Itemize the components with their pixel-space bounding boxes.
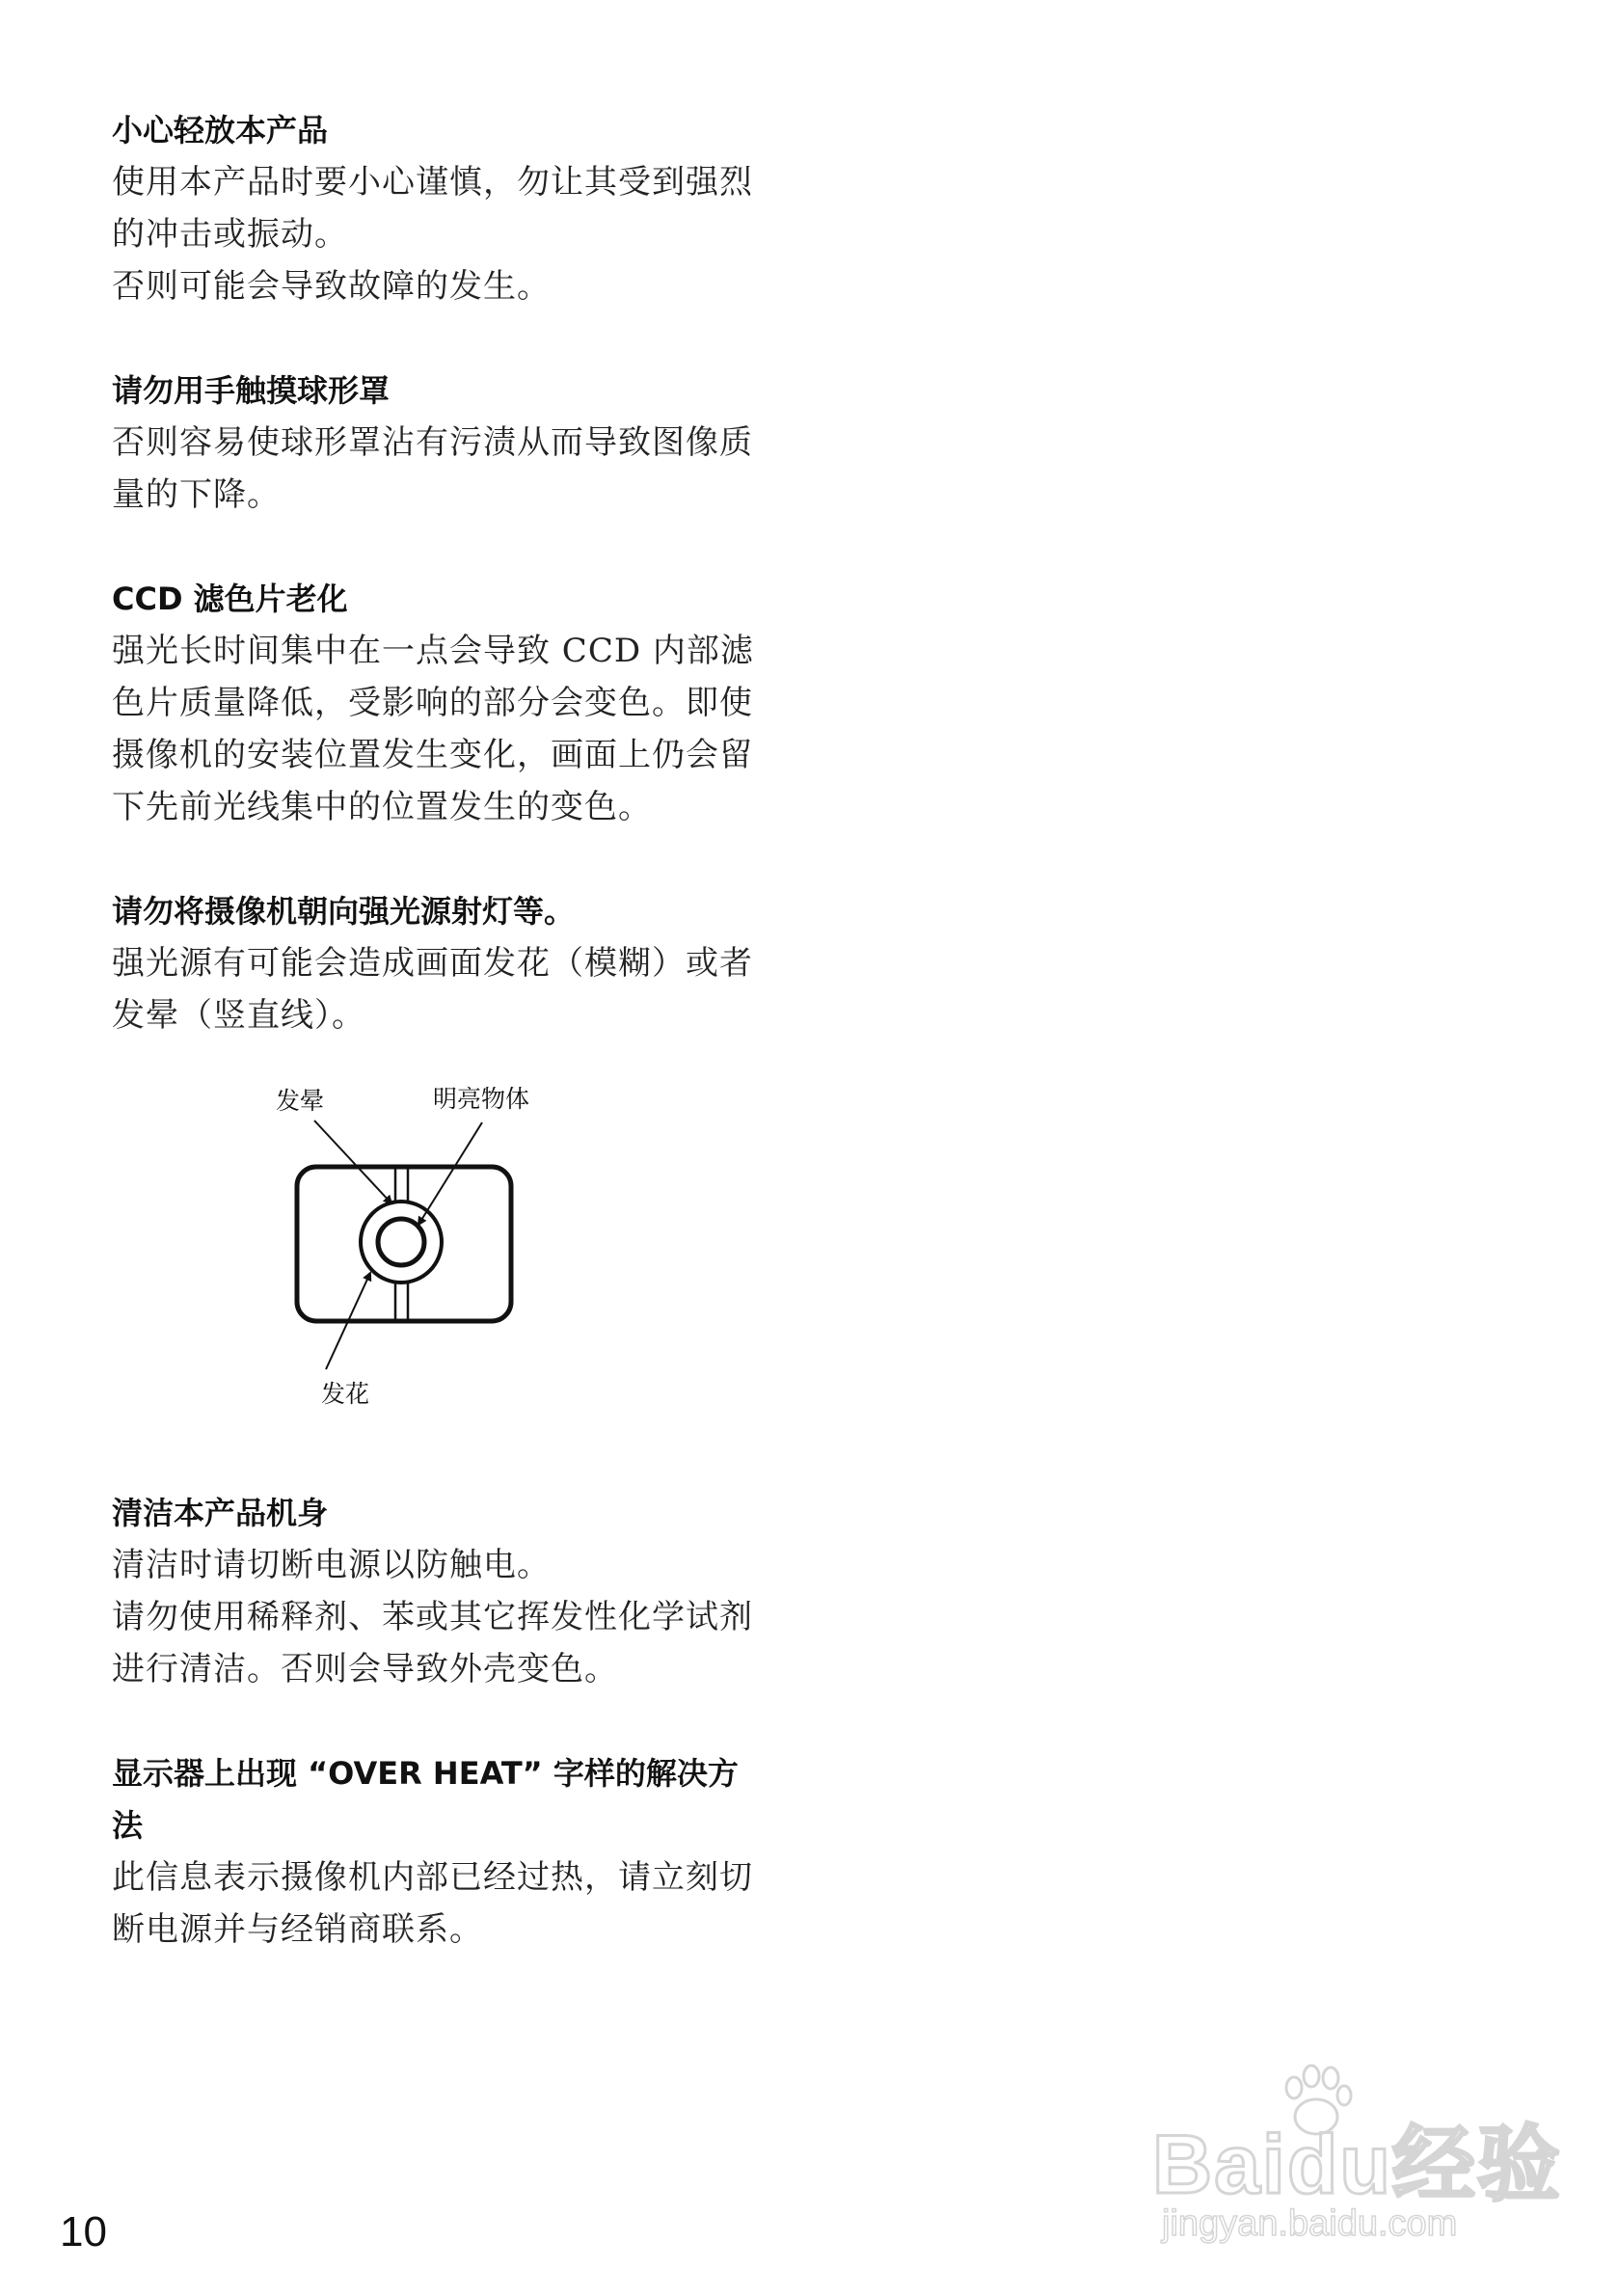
section-heading: 请勿用手触摸球形罩: [112, 372, 391, 409]
arrow-smear: [314, 1121, 391, 1203]
section-heading: 显示器上出现 “OVER HEAT” 字样的解决方: [112, 1755, 739, 1792]
watermark-url: jingyan.baidu.com: [1162, 2203, 1458, 2244]
section-paragraph: 量的下降。: [112, 475, 281, 514]
page-number: 10: [60, 2208, 107, 2255]
section-paragraph: 使用本产品时要小心谨慎，勿让其受到强烈: [112, 163, 753, 202]
section-heading-continued: 法: [112, 1807, 144, 1844]
section-paragraph: 清洁时请切断电源以防触电。: [112, 1546, 551, 1584]
watermark-logo-text: Baidu经验: [1152, 2119, 1562, 2211]
section-paragraph: 否则容易使球形罩沾有污渍从而导致图像质: [112, 423, 753, 462]
label-smear: 发晕: [276, 1087, 325, 1115]
label-flare: 发花: [321, 1380, 370, 1408]
section-heading: 清洁本产品机身: [112, 1495, 329, 1531]
page-content: [112, 104, 787, 1956]
section-paragraph: 强光长时间集中在一点会导致 CCD 内部滤: [112, 632, 754, 670]
section-handle-with-care: [112, 104, 787, 312]
bright-object: [378, 1219, 424, 1265]
section-paragraph: 摄像机的安装位置发生变化，画面上仍会留: [112, 736, 753, 774]
section-ccd-filter: [112, 573, 787, 833]
section-paragraph: 下先前光线集中的位置发生的变色。: [112, 788, 652, 826]
section-paragraph: 强光源有可能会造成画面发花（模糊）或者: [112, 944, 753, 983]
section-heading: 小心轻放本产品: [112, 112, 329, 149]
section-paragraph: 的冲击或振动。: [112, 215, 348, 254]
section-paragraph: 断电源并与经销商联系。: [112, 1910, 483, 1949]
section-dome-cover: [112, 365, 787, 521]
section-paragraph: 发晕（竖直线）。: [112, 996, 365, 1035]
section-cleaning: [112, 1487, 787, 1695]
section-paragraph: 请勿使用稀释剂、苯或其它挥发性化学试剂: [112, 1598, 753, 1636]
label-bright-object: 明亮物体: [433, 1085, 530, 1113]
arrow-bright-object: [418, 1122, 482, 1225]
section-paragraph: 色片质量降低，受影响的部分会变色。即使: [112, 684, 753, 722]
section-strong-light: [112, 885, 787, 1041]
section-heading: 请勿将摄像机朝向强光源射灯等。: [112, 893, 576, 930]
section-over-heat: [112, 1747, 787, 1956]
section-paragraph: 此信息表示摄像机内部已经过热，请立刻切: [112, 1858, 753, 1897]
smear-flare-diagram: [112, 1080, 787, 1446]
section-heading: CCD 滤色片老化: [112, 581, 348, 617]
section-paragraph: 否则可能会导致故障的发生。: [112, 267, 551, 306]
diagram-graphic: [112, 1080, 787, 1446]
section-paragraph: 进行清洁。否则会导致外壳变色。: [112, 1650, 618, 1688]
baidu-watermark: [1152, 2059, 1562, 2252]
